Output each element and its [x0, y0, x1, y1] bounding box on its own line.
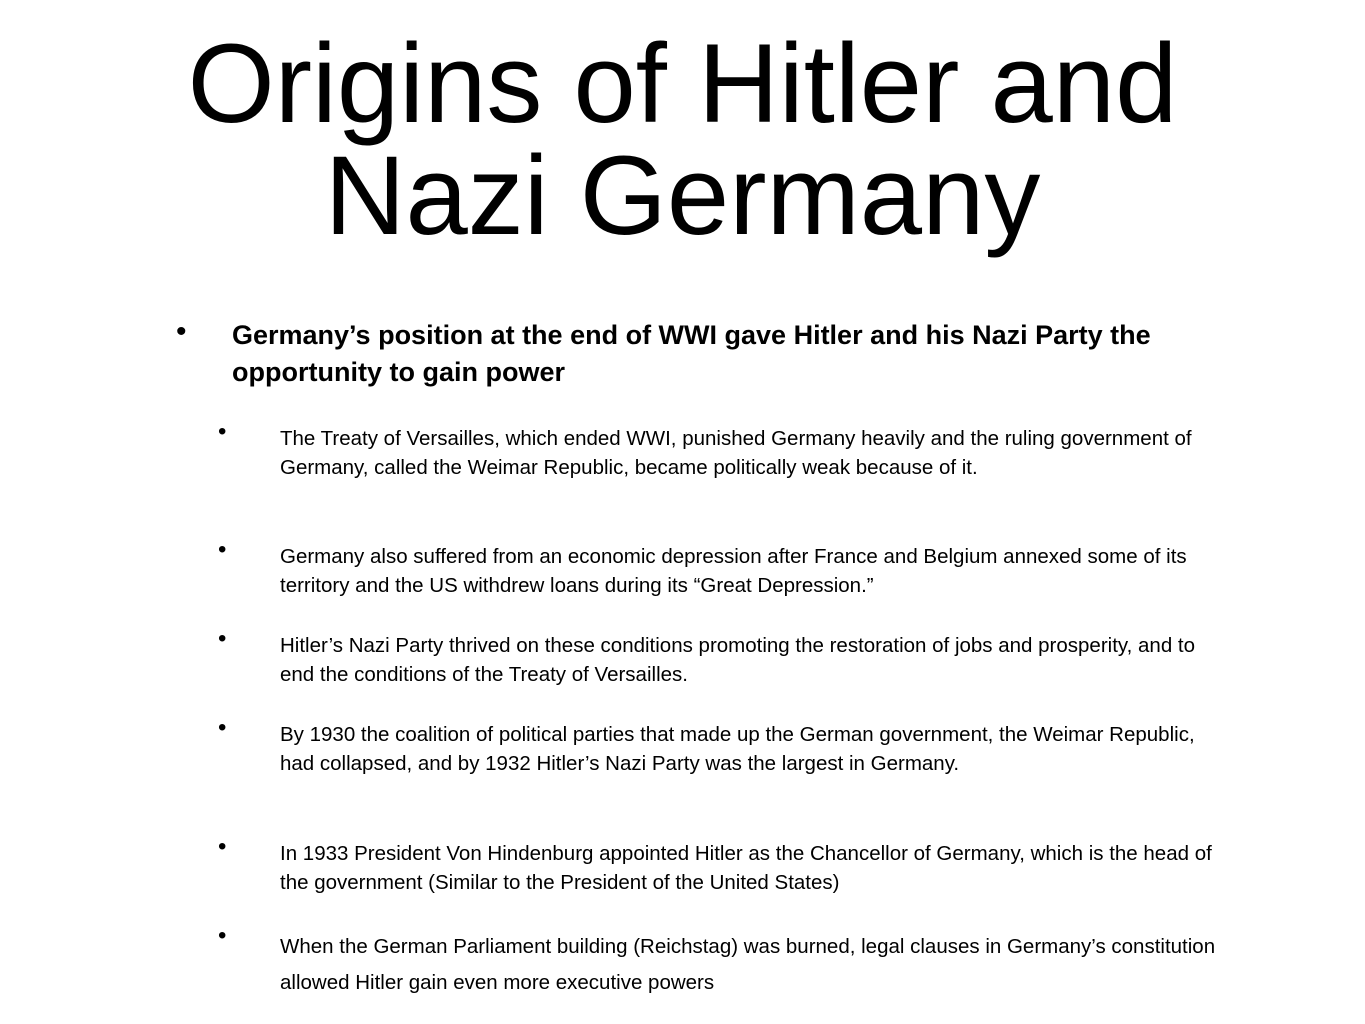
- sub-point-text: In 1933 President Von Hindenburg appointed Hitler as the Chancellor of Germany, which is the head of the government (Similar to the President of the United States): [280, 842, 1212, 894]
- sub-point-text: By 1930 the coalition of political parties that made up the German government, the Weimar Republic, had collapsed, and by 1932 Hitler’s Nazi Party was the largest in Germany.: [280, 723, 1195, 775]
- bullet-icon: •: [176, 315, 187, 348]
- sub-point-text: When the German Parliament building (Reichstag) was burned, legal clauses in Germany’s constitution allowed Hitler gain even more executive powers: [280, 935, 1216, 994]
- bullet-icon: •: [218, 625, 227, 652]
- bullet-icon: •: [218, 714, 227, 741]
- sub-point-text: Hitler’s Nazi Party thrived on these conditions promoting the restoration of jobs and prosperity, and to end the conditions of the Treaty of Versailles.: [280, 634, 1196, 686]
- sub-point-text: Germany also suffered from an economic depression after France and Belgium annexed some of its territory and the US withdrew loans during its “Great Depression.”: [280, 545, 1187, 597]
- bullet-icon: •: [218, 418, 227, 445]
- main-point-text: Germany’s position at the end of WWI gave Hitler and his Nazi Party the opportunity to gain power: [232, 320, 1151, 387]
- sub-point-text: The Treaty of Versailles, which ended WWI, punished Germany heavily and the ruling government of Germany, called the Weimar Republic, became politically weak because of it.: [280, 427, 1192, 479]
- slide-title-line-1: Origins of Hitler and: [187, 21, 1178, 146]
- bullet-icon: •: [218, 536, 227, 563]
- slide-title-line-2: Nazi Germany: [324, 133, 1041, 258]
- slide-title: [0, 21, 1365, 258]
- bullet-icon: •: [218, 922, 227, 949]
- bullet-icon: •: [218, 833, 227, 860]
